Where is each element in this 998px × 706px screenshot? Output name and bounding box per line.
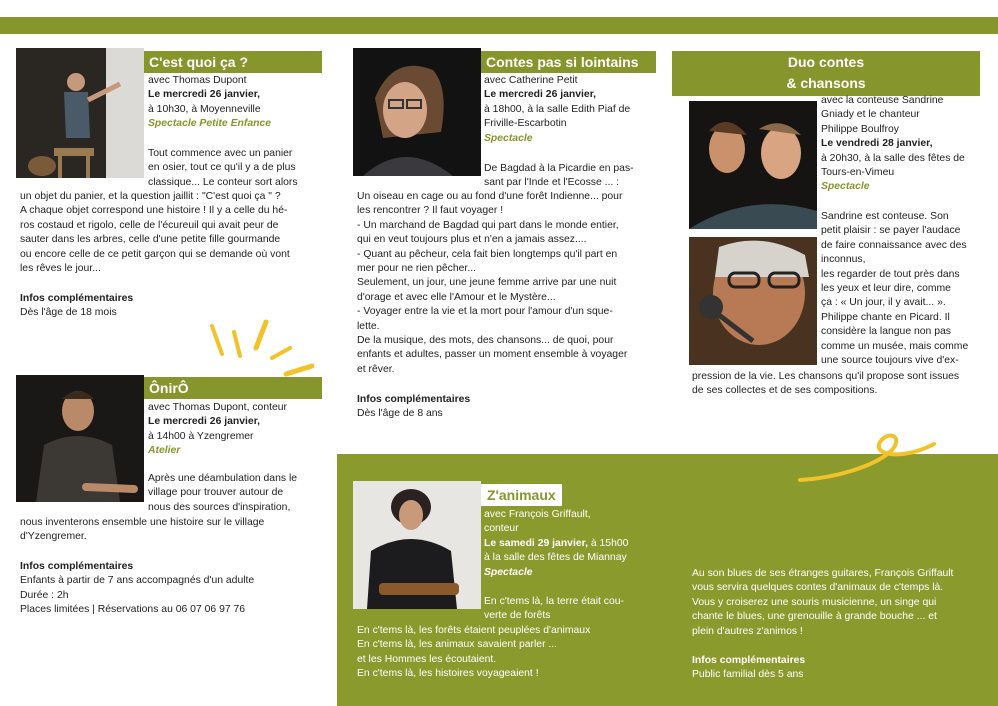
event-presenter: avec Catherine Petit	[484, 75, 578, 86]
event-time: à 15h00	[587, 537, 629, 549]
description-line: classique... Le conteur sort alors	[148, 176, 298, 188]
event-date: Le mercredi 26 janvier,	[148, 416, 261, 428]
description-line: comme un musée, mais comme	[821, 340, 969, 352]
description-line: et les Hommes les écoutaient.	[357, 653, 497, 665]
infos-line: Places limitées | Réservations au 06 07 06 97 76	[20, 604, 246, 616]
description-line: En c'tems là, les forêts étaient peuplées d'animaux	[357, 625, 591, 636]
description-line: De la musique, des mots, des chansons... de quoi, pour	[357, 335, 614, 347]
event-type: Spectacle	[484, 132, 533, 144]
event-details-duo-contes	[821, 94, 993, 195]
description-line: Sandrine est conteuse. Son	[821, 211, 949, 222]
description-line: nous des sources d'inspiration,	[148, 501, 291, 513]
description-line: plein d'autres z'animos !	[692, 625, 803, 637]
event-type: Atelier	[148, 445, 181, 457]
description-line: - Voyager entre la vie et la mort pour l'amour d'un sque-	[357, 306, 613, 318]
description-line: nous inventerons ensemble une histoire sur le village	[20, 517, 265, 528]
event-presenter: Philippe Boulfroy	[821, 123, 899, 135]
event-description-top	[484, 595, 654, 624]
description-line: - Quant au pêcheur, cela fait bien longtemps qu'il part en	[357, 248, 618, 260]
description-line: En c'tems là, les histoires voyageaient !	[357, 668, 539, 680]
description-line: et rêver.	[357, 363, 395, 375]
event-presenter: Gniady et le chanteur	[821, 109, 920, 121]
description-line: En c'tems là, les animaux savaient parler ...	[357, 639, 558, 651]
event-place: à 18h00, à la salle Edith Piaf de	[484, 103, 631, 115]
description-line: chante le blues, une grenouille à grande bouche ... et	[692, 611, 937, 623]
description-line: village pour trouver autour de	[148, 487, 284, 499]
event-place: Tours-en-Vimeu	[821, 167, 895, 179]
description-line: les rêves le jour...	[20, 263, 101, 275]
catherine-petit-photo	[353, 48, 481, 176]
description-line: enfants et adultes, passer un moment ensemble à voyager	[357, 349, 628, 361]
event-details-oniro	[148, 401, 320, 459]
sparkle-decoration	[200, 318, 320, 380]
event-title-zanimaux: Z'animaux	[481, 484, 562, 506]
description-line: petit plaisir : se payer l'audace	[821, 225, 961, 237]
event-title-cest-quoi-ca: C'est quoi ça ?	[144, 51, 322, 73]
event-date: Le samedi 29 janvier,	[484, 537, 588, 549]
event-place: à 20h30, à la salle des fêtes de	[821, 152, 965, 164]
title-line: & chansons	[786, 75, 866, 91]
event-description-top	[148, 147, 316, 190]
event-infos	[20, 560, 320, 618]
description-line: les rencontrer ? Il faut voyager !	[357, 205, 504, 217]
sandrine-gniady-photo	[689, 101, 817, 229]
description-line: De Bagdad à la Picardie en pas-	[484, 163, 634, 174]
event-type: Spectacle	[484, 566, 533, 578]
description-line: de faire connaissance avec des	[821, 239, 967, 251]
description-line: En c'tems là, la terre était cou-	[484, 596, 625, 607]
zanimaux-description	[692, 567, 992, 639]
description-line: - Un marchand de Bagdad qui part dans le monde entier,	[357, 219, 619, 231]
description-line: lette.	[357, 320, 380, 332]
event-place: à 14h00 à Yzengremer	[148, 430, 254, 442]
description-line: inconnus,	[821, 254, 866, 266]
event-type: Spectacle	[821, 181, 870, 193]
event-title-duo-contes	[672, 51, 980, 96]
description-line: en osier, tout ce qu'il y a de plus	[148, 162, 296, 174]
event-description-bottom	[20, 516, 320, 545]
event-title-contes-pas-si-lointains: Contes pas si lointains	[481, 51, 656, 73]
description-line: vous servira quelques contes d'animaux de c'temps là.	[692, 582, 944, 594]
description-line: verte de forêts	[484, 610, 551, 622]
francois-griffault-photo	[353, 481, 481, 609]
description-line: sauter dans les arbres, celle d'une petite fille gourmande	[20, 234, 281, 246]
description-line: sant par l'Inde et l'Ecosse ... :	[484, 177, 620, 189]
description-line: Philippe chante en Picard. Il	[821, 311, 950, 323]
event-description-top	[484, 162, 654, 191]
event-date: Le mercredi 26 janvier,	[484, 89, 597, 101]
event-details-cest-quoi-ca	[148, 74, 320, 132]
event-place: Friville-Escarbotin	[484, 118, 567, 130]
infos-line: Dès l'âge de 18 mois	[20, 307, 117, 319]
event-description-top	[148, 472, 316, 515]
event-description-top	[821, 210, 993, 368]
event-title-oniro: ÔnirÔ	[144, 377, 322, 399]
description-line: d'orage et avec elle l'Amour et le Mystère...	[357, 291, 556, 303]
description-line: Seulement, un jour, une jeune femme arrive par une nuit	[357, 277, 617, 289]
infos-line: Public familial dès 5 ans	[692, 669, 804, 681]
description-line: Tout commence avec un panier	[148, 148, 293, 159]
event-presenter: avec la conteuse Sandrine	[821, 95, 944, 106]
top-accent-bar	[0, 17, 998, 34]
description-line: de ses collectes et de ses compositions.	[692, 385, 878, 397]
infos-label: Infos complémentaires	[20, 293, 134, 304]
description-line: pression de la vie. Les chansons qu'il propose sont issues	[692, 371, 960, 382]
description-line: ou encore celle de ce petit garçon qui se demande où vont	[20, 248, 290, 260]
description-line: considère la langue non pas	[821, 326, 951, 338]
description-line: Au son blues de ses étranges guitares, François Griffault	[692, 568, 954, 579]
description-line: une source toujours vive d'ex-	[821, 355, 959, 367]
thomas-dupont-photo-2	[16, 375, 144, 502]
infos-label: Infos complémentaires	[357, 394, 471, 405]
description-line: ça : « Un jour, il y avait... ».	[821, 297, 946, 309]
event-infos	[692, 654, 992, 683]
infos-line: Enfants à partir de 7 ans accompagnés d'un adulte	[20, 575, 255, 587]
event-presenter: avec Thomas Dupont	[148, 75, 247, 86]
event-presenter: avec François Griffault,	[484, 509, 591, 520]
event-place: à 10h30, à Moyenneville	[148, 103, 261, 115]
event-presenter: conteur	[484, 523, 519, 535]
infos-line: Dès l'âge de 8 ans	[357, 408, 443, 420]
event-infos	[20, 292, 320, 321]
description-line: qui en veut toujours plus et n'en a jamais assez....	[357, 234, 587, 246]
description-line: mer pour ne rien pêcher...	[357, 263, 476, 275]
event-description-bottom	[357, 190, 657, 377]
description-line: les regarder de tout près dans	[821, 268, 960, 280]
description-line: un objet du panier, et la question jaillit : "C'est quoi ça " ?	[20, 191, 281, 202]
description-line: A chaque objet correspond une histoire ! Il y a celle du hé-	[20, 205, 288, 217]
event-date: Le mercredi 26 janvier,	[148, 89, 261, 101]
event-description-bottom	[692, 370, 992, 399]
event-presenter: avec Thomas Dupont, conteur	[148, 402, 288, 413]
infos-label: Infos complémentaires	[20, 561, 134, 572]
description-line: ros costaud et rigolo, celle de l'écureuil qui avait peur de	[20, 219, 279, 231]
title-line: Duo contes	[787, 54, 865, 70]
event-description-bottom	[20, 190, 320, 276]
infos-line: Durée : 2h	[20, 589, 69, 601]
event-details-zanimaux	[484, 508, 664, 580]
event-infos	[357, 393, 657, 422]
description-line: les yeux et leur dire, comme	[821, 283, 951, 295]
thomas-dupont-photo-1	[16, 48, 144, 178]
infos-label: Infos complémentaires	[692, 655, 806, 666]
philippe-boulfroy-photo	[689, 237, 817, 365]
event-type: Spectacle Petite Enfance	[148, 118, 272, 130]
description-line: Un oiseau en cage ou au fond d'une forêt Indienne... pour	[357, 191, 623, 202]
swirl-decoration	[796, 426, 940, 486]
event-description-bottom	[357, 624, 657, 682]
event-place: à la salle des fêtes de Miannay	[484, 552, 627, 564]
event-details-contes	[484, 74, 656, 146]
description-line: d'Yzengremer.	[20, 531, 87, 543]
event-date: Le vendredi 28 janvier,	[821, 138, 933, 150]
description-line: Vous y croiserez une souris musicienne, un singe qui	[692, 596, 937, 608]
description-line: Après une déambulation dans le	[148, 473, 298, 484]
